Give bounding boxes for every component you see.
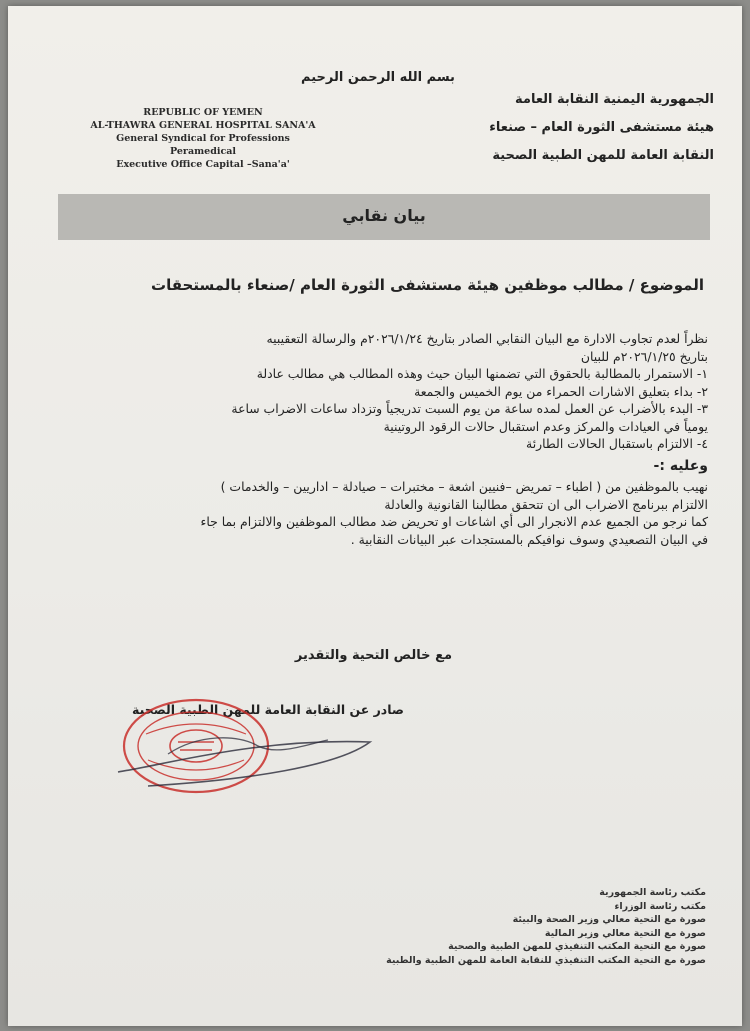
body-line: نهيب بالموظفين من ( اطباء – تمريض –فنيين اشعة – مختبرات – صيادلة – اداريين – والخدمات )	[220, 479, 708, 494]
list-item: ١- الاستمرار بالمطالبة بالحقوق التي تضمنها البيان حيث وهذه المطالب هي مطالب عادلة	[256, 366, 708, 381]
cc-item: صورة مع التحية معالي وزير المالية	[544, 927, 706, 939]
body-line: في البيان التصعيدي وسوف نوافيكم بالمستجدات عبر البيانات النقابية .	[350, 531, 708, 547]
letterhead-en-line: AL-THAWRA GENERAL HOSPITAL SANA'A	[90, 120, 316, 131]
letterhead-ar-line: هيئة مستشفى الثورة العام – صنعاء	[489, 120, 714, 135]
cc-item: صورة مع التحية المكتب التنفيذي للمهن الطبية والصحية	[448, 941, 706, 952]
list-item: ٤- الالتزام باستقبال الحالات الطارئة	[526, 436, 708, 451]
cc-item: صورة مع التحية المكتب التنفيذي للنقابة العامة للمهن الطبية والطبية	[386, 954, 706, 966]
subject-line: الموضوع / مطالب موظفين هيئة مستشفى الثورة العام /صنعاء بالمستحقات	[151, 276, 704, 294]
list-item: يومياً في العيادات والمركز وعدم استقبال حالات الرقود الروتينية	[383, 418, 708, 434]
cc-item: مكتب رئاسة الوزراء	[614, 900, 706, 912]
english-letterhead	[68, 106, 338, 171]
issuer-line: صادر عن النقابة العامة للمهن الطبية الصحية	[132, 702, 404, 717]
therefore-heading: وعليه :-	[653, 457, 708, 474]
body-line: الالتزام ببرنامج الاضراب الى ان تتحقق مطالبنا القانونية والعادلة	[384, 496, 708, 512]
letterhead-en-line: Peramedical	[170, 146, 236, 157]
letterhead-ar-line: النقابة العامة للمهن الطبية الصحية	[492, 148, 714, 163]
list-item: ٢- بداء بتعليق الاشارات الحمراء من يوم الخميس والجمعة	[414, 383, 708, 399]
arabic-letterhead	[424, 86, 714, 170]
letterhead-en-line: Executive Office Capital –Sana'a'	[116, 159, 290, 170]
body-line: نظراً لعدم تجاوب الادارة مع البيان النقابي الصادر بتاريخ ٢٠٢٦/١/٢٤م والرسالة التعقيبيه	[266, 331, 708, 346]
closing-greeting: مع خالص التحية والتقدير	[294, 648, 452, 663]
statement-body	[63, 330, 708, 548]
document-title: بيان نقابي	[342, 206, 426, 225]
letterhead-ar-line: الجمهورية اليمنية النقابة العامة	[515, 92, 714, 107]
body-line: بتاريخ ٢٠٢٦/١/٢٥م للبيان	[580, 348, 708, 364]
title-banner	[58, 194, 710, 240]
letterhead-en-line: General Syndical for Professions	[116, 133, 290, 144]
basmala: بسم الله الرحمن الرحيم	[301, 70, 455, 85]
cc-item: صورة مع التحية معالي وزير الصحة والبيئة	[512, 914, 706, 925]
letterhead-en-line: REPUBLIC OF YEMEN	[143, 107, 263, 118]
cc-list	[376, 886, 706, 967]
official-stamp-icon	[108, 694, 378, 804]
body-line: كما نرجو من الجميع عدم الانجرار الى أي اشاعات او تحريض ضد مطالب الموظفين والالتزام بما جاء	[200, 514, 708, 529]
document-page	[8, 6, 742, 1026]
list-item: ٣- البدء بالأضراب عن العمل لمده ساعة من يوم السبت تدريجياً وتزداد ساعات الاضراب ساعة	[231, 401, 708, 416]
cc-item: مكتب رئاسة الجمهورية	[599, 887, 706, 898]
